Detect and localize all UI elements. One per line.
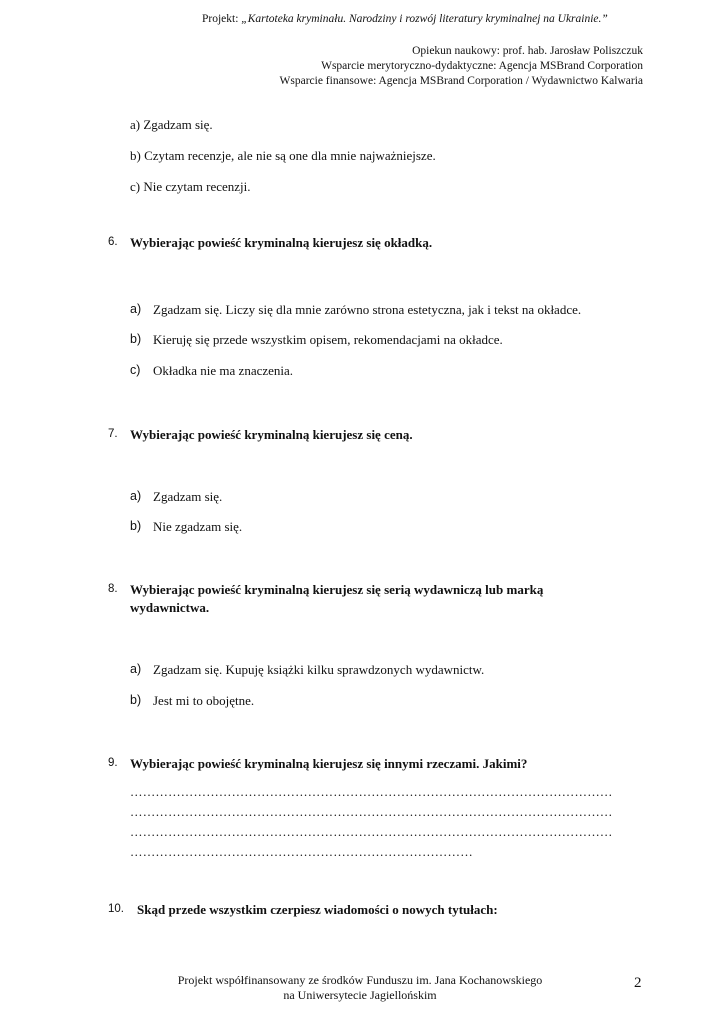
header-support-financial: Wsparcie finansowe: Agencja MSBrand Corporation / Wydawnictwo Kalwaria <box>279 75 643 87</box>
answer-line[interactable]: …………………………………………………………………………………………………… <box>130 825 613 839</box>
question-number: 7. <box>108 428 118 440</box>
page-number: 2 <box>634 975 642 991</box>
option-label: c) <box>130 363 141 377</box>
footer-line1: Projekt współfinansowany ze środków Funduszu im. Jana Kochanowskiego <box>177 973 543 987</box>
question-text: Wybierając powieść kryminalną kierujesz się okładką. <box>130 235 433 250</box>
question-number: 8. <box>108 583 118 595</box>
option-text: Zgadzam się. Liczy się dla mnie zarówno strona estetyczna, jak i tekst na okładce. <box>153 302 582 317</box>
project-title: „Kartoteka kryminału. Narodziny i rozwój literatury kryminalnej na Ukrainie.” <box>241 13 608 25</box>
option-text: Okładka nie ma znaczenia. <box>153 363 294 378</box>
question-number: 9. <box>108 757 118 769</box>
option-text: Zgadzam się. Kupuję książki kilku sprawdzonych wydawnictw. <box>153 662 485 677</box>
question-text: Wybierając powieść kryminalną kierujesz się innymi rzeczami. Jakimi? <box>130 756 528 771</box>
question-text-line2: wydawnictwa. <box>130 600 210 615</box>
question-text: Wybierając powieść kryminalną kierujesz się ceną. <box>130 427 413 442</box>
prev-answer-b: b) Czytam recenzje, ale nie są one dla mnie najważniejsze. <box>130 148 436 163</box>
option-text: Kieruję się przede wszystkim opisem, rekomendacjami na okładce. <box>153 332 503 347</box>
option-label: a) <box>130 302 142 316</box>
prev-answer-a: a) Zgadzam się. <box>130 117 213 132</box>
answer-line[interactable]: …………………………………………………………………………………………………… <box>130 805 613 819</box>
answer-line[interactable]: …………………………………………………………………………………………………… <box>130 785 613 799</box>
project-title-line <box>202 13 608 25</box>
option-label: a) <box>130 489 142 503</box>
option-label: a) <box>130 662 142 676</box>
footer-line2: na Uniwersytecie Jagiellońskim <box>283 988 437 1002</box>
prev-answer-c: c) Nie czytam recenzji. <box>130 179 251 194</box>
answer-line[interactable]: ……………………………………………………………………… <box>130 845 473 859</box>
question-text: Skąd przede wszystkim czerpiesz wiadomości o nowych tytułach: <box>137 902 498 917</box>
option-text: Zgadzam się. <box>153 489 223 504</box>
header-supervisor: Opiekun naukowy: prof. hab. Jarosław Poliszczuk <box>412 45 643 57</box>
option-text: Nie zgadzam się. <box>153 519 243 534</box>
project-prefix: Projekt: <box>202 13 242 25</box>
question-number: 10. <box>108 903 124 915</box>
question-number: 6. <box>108 236 118 248</box>
header-support-didactic: Wsparcie merytoryczno-dydaktyczne: Agencja MSBrand Corporation <box>321 60 643 72</box>
option-label: b) <box>130 693 142 707</box>
option-label: b) <box>130 519 142 533</box>
option-text: Jest mi to obojętne. <box>153 693 255 708</box>
question-text-line1: Wybierając powieść kryminalną kierujesz się serią wydawniczą lub marką <box>130 582 544 597</box>
option-label: b) <box>130 332 142 346</box>
